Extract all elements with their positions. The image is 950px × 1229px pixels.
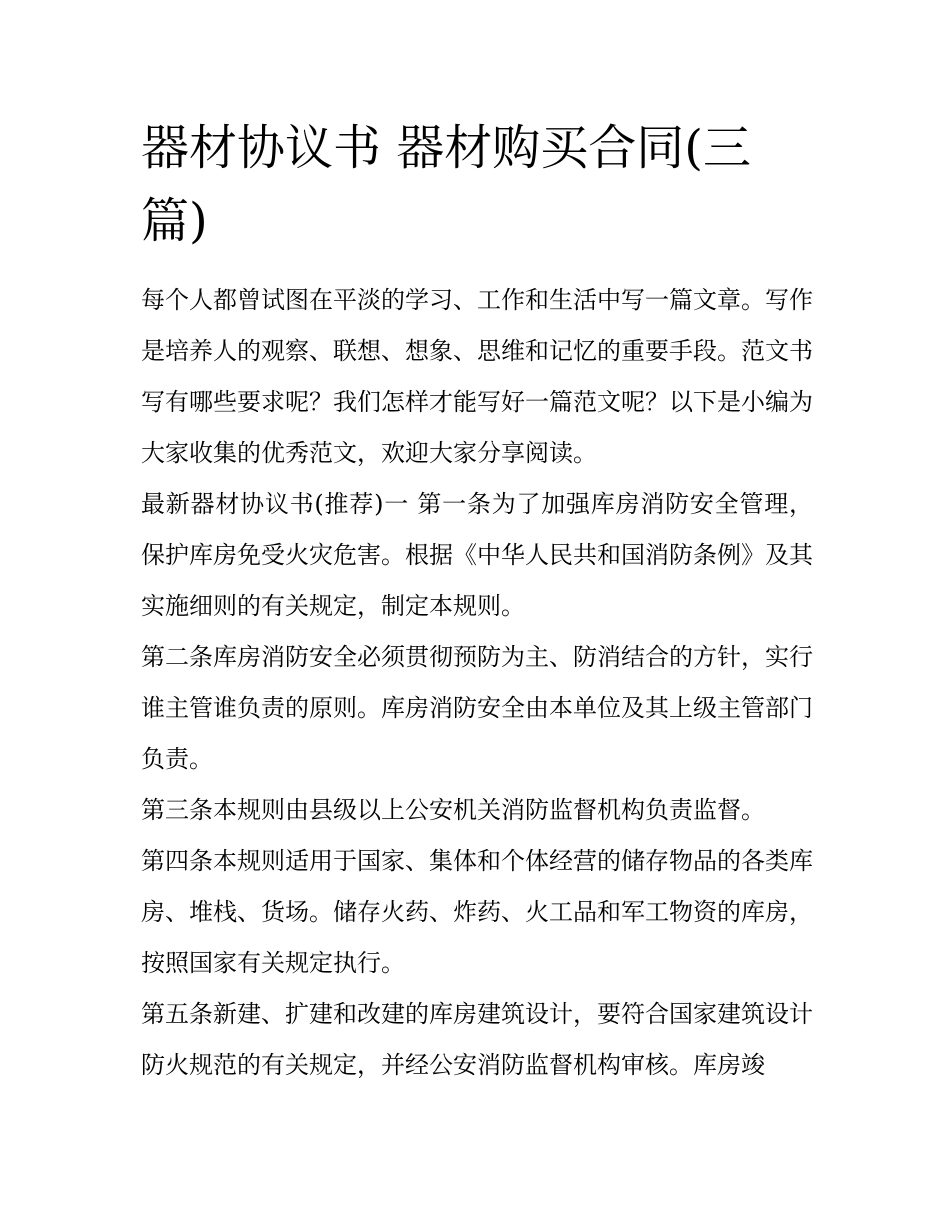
article-4-paragraph: 第四条本规则适用于国家、集体和个体经营的储存物品的各类库房、堆栈、货场。储存火药、炸药、火工品和军工物资的库房，按照国家有关规定执行。 <box>141 847 813 977</box>
document-content <box>141 112 813 1091</box>
article-2-paragraph: 第二条库房消防安全必须贯彻预防为主、防消结合的方针，实行谁主管谁负责的原则。库房消防安全由本单位及其上级主管部门负责。 <box>141 643 813 773</box>
article-1-paragraph: 最新器材协议书(推荐)一 第一条为了加强库房消防安全管理，保护库房免受火灾危害。根据《中华人民共和国消防条例》及其实施细则的有关规定，制定本规则。 <box>141 490 813 620</box>
article-5-paragraph: 第五条新建、扩建和改建的库房建筑设计，要符合国家建筑设计防火规范的有关规定，并经公安消防监督机构审核。库房竣 <box>141 1000 813 1079</box>
document-title: 器材协议书 器材购买合同(三篇) <box>141 120 751 249</box>
intro-paragraph: 每个人都曾试图在平淡的学习、工作和生活中写一篇文章。写作是培养人的观察、联想、想象、思维和记忆的重要手段。范文书写有哪些要求呢？我们怎样才能写好一篇范文呢？以下是小编为大家收集的优秀范文，欢迎大家分享阅读。 <box>141 286 813 467</box>
article-3-paragraph: 第三条本规则由县级以上公安机关消防监督机构负责监督。 <box>141 796 765 824</box>
